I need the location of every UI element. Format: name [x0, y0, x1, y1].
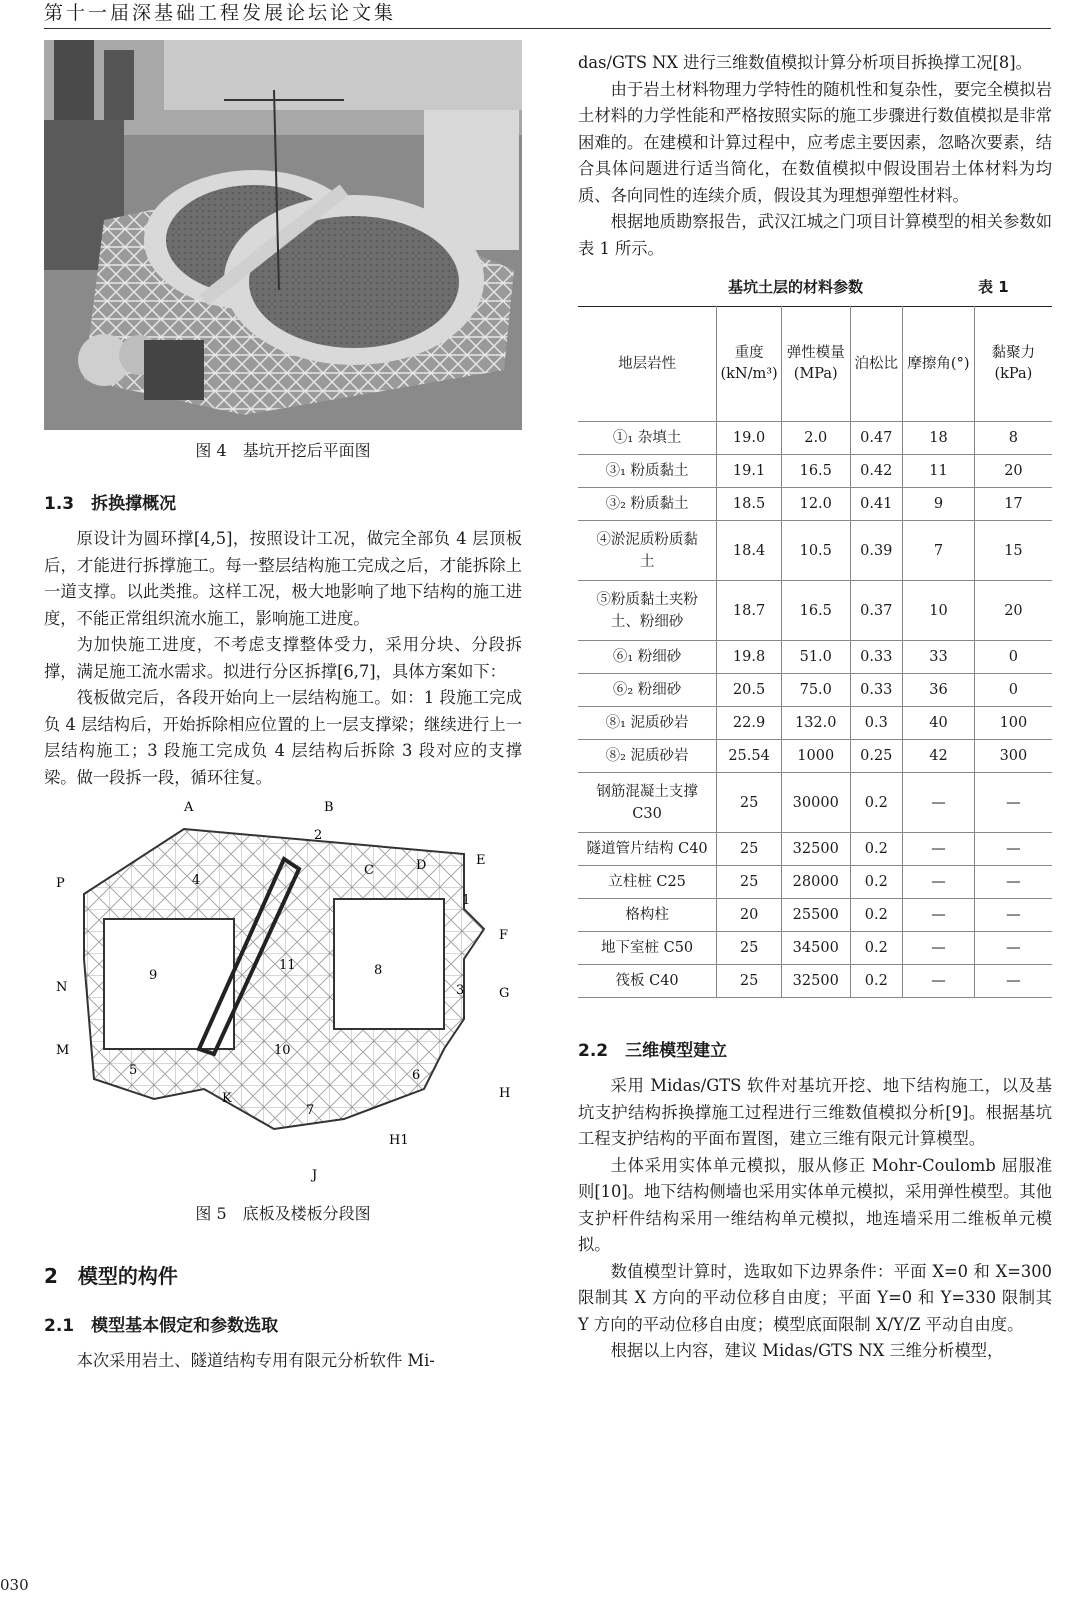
- table-cell: 格构柱: [578, 899, 717, 932]
- table-cell: 12.0: [782, 488, 851, 521]
- section-2-1-title: 2.1 模型基本假定和参数选取: [44, 1316, 279, 1336]
- table-row: [578, 932, 1052, 965]
- right-column: [578, 40, 1052, 1365]
- paragraph: 筏板做完后，各段开始向上一层结构施工。如：1 段施工完成负 4 层结构后，开始拆除相应位置的上一层支撑梁；继续进行上一层结构施工；3 段施工完成负 4 层结构后拆除 3 段对应的支撑梁。做一段拆一段，循环往复。: [44, 688, 522, 787]
- table-cell: 19.8: [717, 641, 782, 674]
- table-cell: 0.2: [850, 965, 903, 998]
- table-cell: 19.0: [717, 422, 782, 455]
- fig5-letter: H1: [389, 1133, 409, 1148]
- table-row: [578, 581, 1052, 641]
- table-row: [578, 455, 1052, 488]
- fig5-letter: D: [416, 858, 427, 873]
- table-cell: 0.2: [850, 866, 903, 899]
- figure-5-caption: 图 5 底板及楼板分段图: [195, 1204, 371, 1223]
- table-cell: 40: [903, 707, 975, 740]
- table-cell: 钢筋混凝土支撑 C30: [578, 773, 717, 833]
- table-header: 摩擦角(°): [903, 307, 975, 422]
- left-column: [44, 40, 522, 1375]
- table-cell: 32500: [782, 833, 851, 866]
- fig5-zone: 8: [374, 963, 383, 978]
- table-cell: 0.2: [850, 773, 903, 833]
- table-header: 弹性模量(MPa): [782, 307, 851, 422]
- paragraph: 根据地质勘察报告，武汉江城之门项目计算模型的相关参数如表 1 所示。: [578, 212, 1052, 258]
- table-cell: —: [903, 899, 975, 932]
- fig5-letter: J: [312, 1168, 318, 1183]
- table-cell: 25500: [782, 899, 851, 932]
- table-cell: ⑧₁ 泥质砂岩: [578, 707, 717, 740]
- fig5-zone: 9: [149, 968, 158, 983]
- table-row: [578, 965, 1052, 998]
- section-1-3-title: 1.3 拆换撑概况: [44, 494, 177, 514]
- table-header: 黏聚力(kPa): [974, 307, 1052, 422]
- table-cell: —: [903, 932, 975, 965]
- table-row: [578, 521, 1052, 581]
- table-cell: —: [903, 866, 975, 899]
- table-cell: 0.33: [850, 674, 903, 707]
- table-cell: 34500: [782, 932, 851, 965]
- table-cell: 19.1: [717, 455, 782, 488]
- paragraph: 原设计为圆环撑[4,5]，按照设计工况，做完全部负 4 层顶板后，才能进行拆撑施工。每一整层结构施工完成之后，才能拆除上一道支撑。以此类推。这样工况，极大地影响了地下结构的施工进度，不能正常组织流水施工，影响施工进度。: [44, 529, 522, 628]
- table-title: 基坑土层的材料参数: [728, 278, 864, 296]
- table-cell: —: [903, 773, 975, 833]
- table-cell: ①₁ 杂填土: [578, 422, 717, 455]
- table-cell: 32500: [782, 965, 851, 998]
- table-cell: 51.0: [782, 641, 851, 674]
- fig5-zone: 7: [306, 1103, 315, 1118]
- table-cell: 25: [717, 932, 782, 965]
- figure-4-photo: [44, 40, 522, 430]
- figure-5-diagram: [44, 799, 522, 1199]
- fig5-letter: C: [364, 863, 374, 878]
- paragraph: das/GTS NX 进行三维数值模拟计算分析项目拆换撑工况[8]。: [578, 53, 1032, 72]
- table-cell: 9: [903, 488, 975, 521]
- table-1-caption: [578, 276, 1052, 296]
- table-cell: —: [974, 932, 1052, 965]
- table-row: [578, 773, 1052, 833]
- table-cell: 25: [717, 773, 782, 833]
- table-cell: ⑥₂ 粉细砂: [578, 674, 717, 707]
- table-row: [578, 422, 1052, 455]
- table-cell: 0.2: [850, 833, 903, 866]
- table-cell: 7: [903, 521, 975, 581]
- fig5-zone: 3: [456, 983, 465, 998]
- table-row: [578, 641, 1052, 674]
- fig5-letter: P: [56, 876, 65, 891]
- table-cell: 17: [974, 488, 1052, 521]
- section-2-title: 2 模型的构件: [44, 1264, 178, 1288]
- figure-4-caption: 图 4 基坑开挖后平面图: [195, 441, 371, 460]
- table-cell: 25: [717, 866, 782, 899]
- paragraph: 数值模型计算时，选取如下边界条件：平面 X=0 和 X=300 限制其 X 方向的平动位移自由度；平面 Y=0 和 Y=330 限制其 Y 方向的平动位移自由度；模型底面限制 X/Y/Z 平动自由度。: [578, 1261, 1052, 1334]
- table-header: 重度(kN/m³): [717, 307, 782, 422]
- fig5-letter: N: [56, 980, 68, 995]
- table-cell: —: [974, 899, 1052, 932]
- table-cell: 1000: [782, 740, 851, 773]
- table-cell: 20: [717, 899, 782, 932]
- paragraph: 采用 Midas/GTS 软件对基坑开挖、地下结构施工，以及基坑支护结构拆换撑施工过程进行三维数值模拟分析[9]。根据基坑工程支护结构的平面布置图，建立三维有限元计算模型。: [578, 1076, 1052, 1148]
- table-row: [578, 833, 1052, 866]
- paragraph: 本次采用岩土、隧道结构专用有限元分析软件 Mi-: [76, 1351, 435, 1370]
- fig5-zone: 6: [412, 1068, 421, 1083]
- table-number: 表 1: [978, 278, 1009, 296]
- fig5-zone: 4: [192, 873, 201, 888]
- fig5-letter: H: [499, 1086, 511, 1101]
- table-cell: 18: [903, 422, 975, 455]
- table-cell: 28000: [782, 866, 851, 899]
- table-cell: 20.5: [717, 674, 782, 707]
- table-cell: 16.5: [782, 581, 851, 641]
- table-cell: 0: [974, 674, 1052, 707]
- table-cell: 0.2: [850, 899, 903, 932]
- table-row: [578, 674, 1052, 707]
- fig5-letter: A: [184, 800, 194, 815]
- table-row: [578, 899, 1052, 932]
- fig5-zone: 10: [274, 1043, 291, 1058]
- table-cell: 2.0: [782, 422, 851, 455]
- fig5-letter: F: [499, 928, 509, 943]
- table-cell: 8: [974, 422, 1052, 455]
- table-cell: 42: [903, 740, 975, 773]
- table-cell: 100: [974, 707, 1052, 740]
- table-row: [578, 707, 1052, 740]
- fig5-zone: 5: [129, 1063, 138, 1078]
- table-body: [578, 422, 1052, 998]
- fig5-zone: 11: [279, 958, 296, 973]
- section-2-2-title: 2.2 三维模型建立: [578, 1041, 728, 1061]
- table-cell: ③₁ 粉质黏土: [578, 455, 717, 488]
- fig5-letter: G: [499, 986, 510, 1001]
- table-header: 泊松比: [850, 307, 903, 422]
- paragraph: 根据以上内容，建议 Midas/GTS NX 三维分析模型，: [610, 1341, 1004, 1360]
- table-cell: 0.25: [850, 740, 903, 773]
- running-header: 第十一届深基础工程发展论坛论文集: [44, 0, 1051, 29]
- table-cell: —: [903, 833, 975, 866]
- table-cell: 筏板 C40: [578, 965, 717, 998]
- table-cell: 18.7: [717, 581, 782, 641]
- table-cell: 30000: [782, 773, 851, 833]
- material-parameter-table: [578, 306, 1052, 998]
- table-cell: ④淤泥质粉质黏土: [578, 521, 717, 581]
- table-cell: 立柱桩 C25: [578, 866, 717, 899]
- table-cell: 地下室桩 C50: [578, 932, 717, 965]
- table-cell: 16.5: [782, 455, 851, 488]
- table-cell: 0.33: [850, 641, 903, 674]
- table-cell: 0.3: [850, 707, 903, 740]
- table-cell: 0.37: [850, 581, 903, 641]
- page-number: 030: [0, 1576, 29, 1594]
- table-cell: —: [974, 965, 1052, 998]
- table-cell: 75.0: [782, 674, 851, 707]
- table-cell: 300: [974, 740, 1052, 773]
- table-cell: 0.47: [850, 422, 903, 455]
- table-cell: 20: [974, 581, 1052, 641]
- table-cell: —: [974, 833, 1052, 866]
- table-cell: ⑤粉质黏土夹粉土、粉细砂: [578, 581, 717, 641]
- table-cell: 18.4: [717, 521, 782, 581]
- table-cell: 33: [903, 641, 975, 674]
- table-cell: 11: [903, 455, 975, 488]
- table-cell: 0.41: [850, 488, 903, 521]
- paragraph: 土体采用实体单元模拟，服从修正 Mohr-Coulomb 屈服准则[10]。地下结构侧墙也采用实体单元模拟，采用弹性模型。其他支护杆件结构采用一维结构单元模拟，地连墙采用二维板单元模拟。: [578, 1155, 1052, 1254]
- table-cell: 132.0: [782, 707, 851, 740]
- table-cell: 25: [717, 965, 782, 998]
- fig5-letter: E: [476, 853, 486, 868]
- table-cell: 22.9: [717, 707, 782, 740]
- table-cell: 10: [903, 581, 975, 641]
- table-cell: ③₂ 粉质黏土: [578, 488, 717, 521]
- table-cell: 25: [717, 833, 782, 866]
- fig5-zone: 1: [462, 893, 471, 908]
- table-cell: 0.42: [850, 455, 903, 488]
- fig5-letter: M: [56, 1043, 70, 1058]
- table-cell: 10.5: [782, 521, 851, 581]
- table-cell: 25.54: [717, 740, 782, 773]
- table-cell: 0: [974, 641, 1052, 674]
- paragraph: 为加快施工进度，不考虑支撑整体受力，采用分块、分段拆撑，满足施工流水需求。拟进行分区拆撑[6,7]，具体方案如下：: [44, 635, 522, 681]
- paragraph: 由于岩土材料物理力学特性的随机性和复杂性，要完全模拟岩土材料的力学性能和严格按照实际的施工步骤进行数值模拟是非常困难的。在建模和计算过程中，应考虑主要因素，忽略次要素，结合具体问题进行适当简化，在数值模拟中假设围岩土体材料为均质、各向同性的连续介质，假设其为理想弹塑性材料。: [578, 79, 1052, 205]
- table-cell: —: [903, 965, 975, 998]
- table-row: [578, 740, 1052, 773]
- table-cell: ⑥₁ 粉细砂: [578, 641, 717, 674]
- table-cell: 36: [903, 674, 975, 707]
- table-cell: 0.39: [850, 521, 903, 581]
- fig5-zone: 2: [314, 828, 323, 843]
- table-cell: 20: [974, 455, 1052, 488]
- table-cell: ⑧₂ 泥质砂岩: [578, 740, 717, 773]
- fig5-letter: K: [222, 1091, 232, 1106]
- table-cell: —: [974, 773, 1052, 833]
- table-header: 地层岩性: [578, 307, 717, 422]
- table-cell: 隧道管片结构 C40: [578, 833, 717, 866]
- table-row: [578, 866, 1052, 899]
- table-row: [578, 488, 1052, 521]
- table-cell: 18.5: [717, 488, 782, 521]
- fig5-letter: B: [324, 800, 334, 815]
- table-cell: —: [974, 866, 1052, 899]
- table-cell: 15: [974, 521, 1052, 581]
- table-cell: 0.2: [850, 932, 903, 965]
